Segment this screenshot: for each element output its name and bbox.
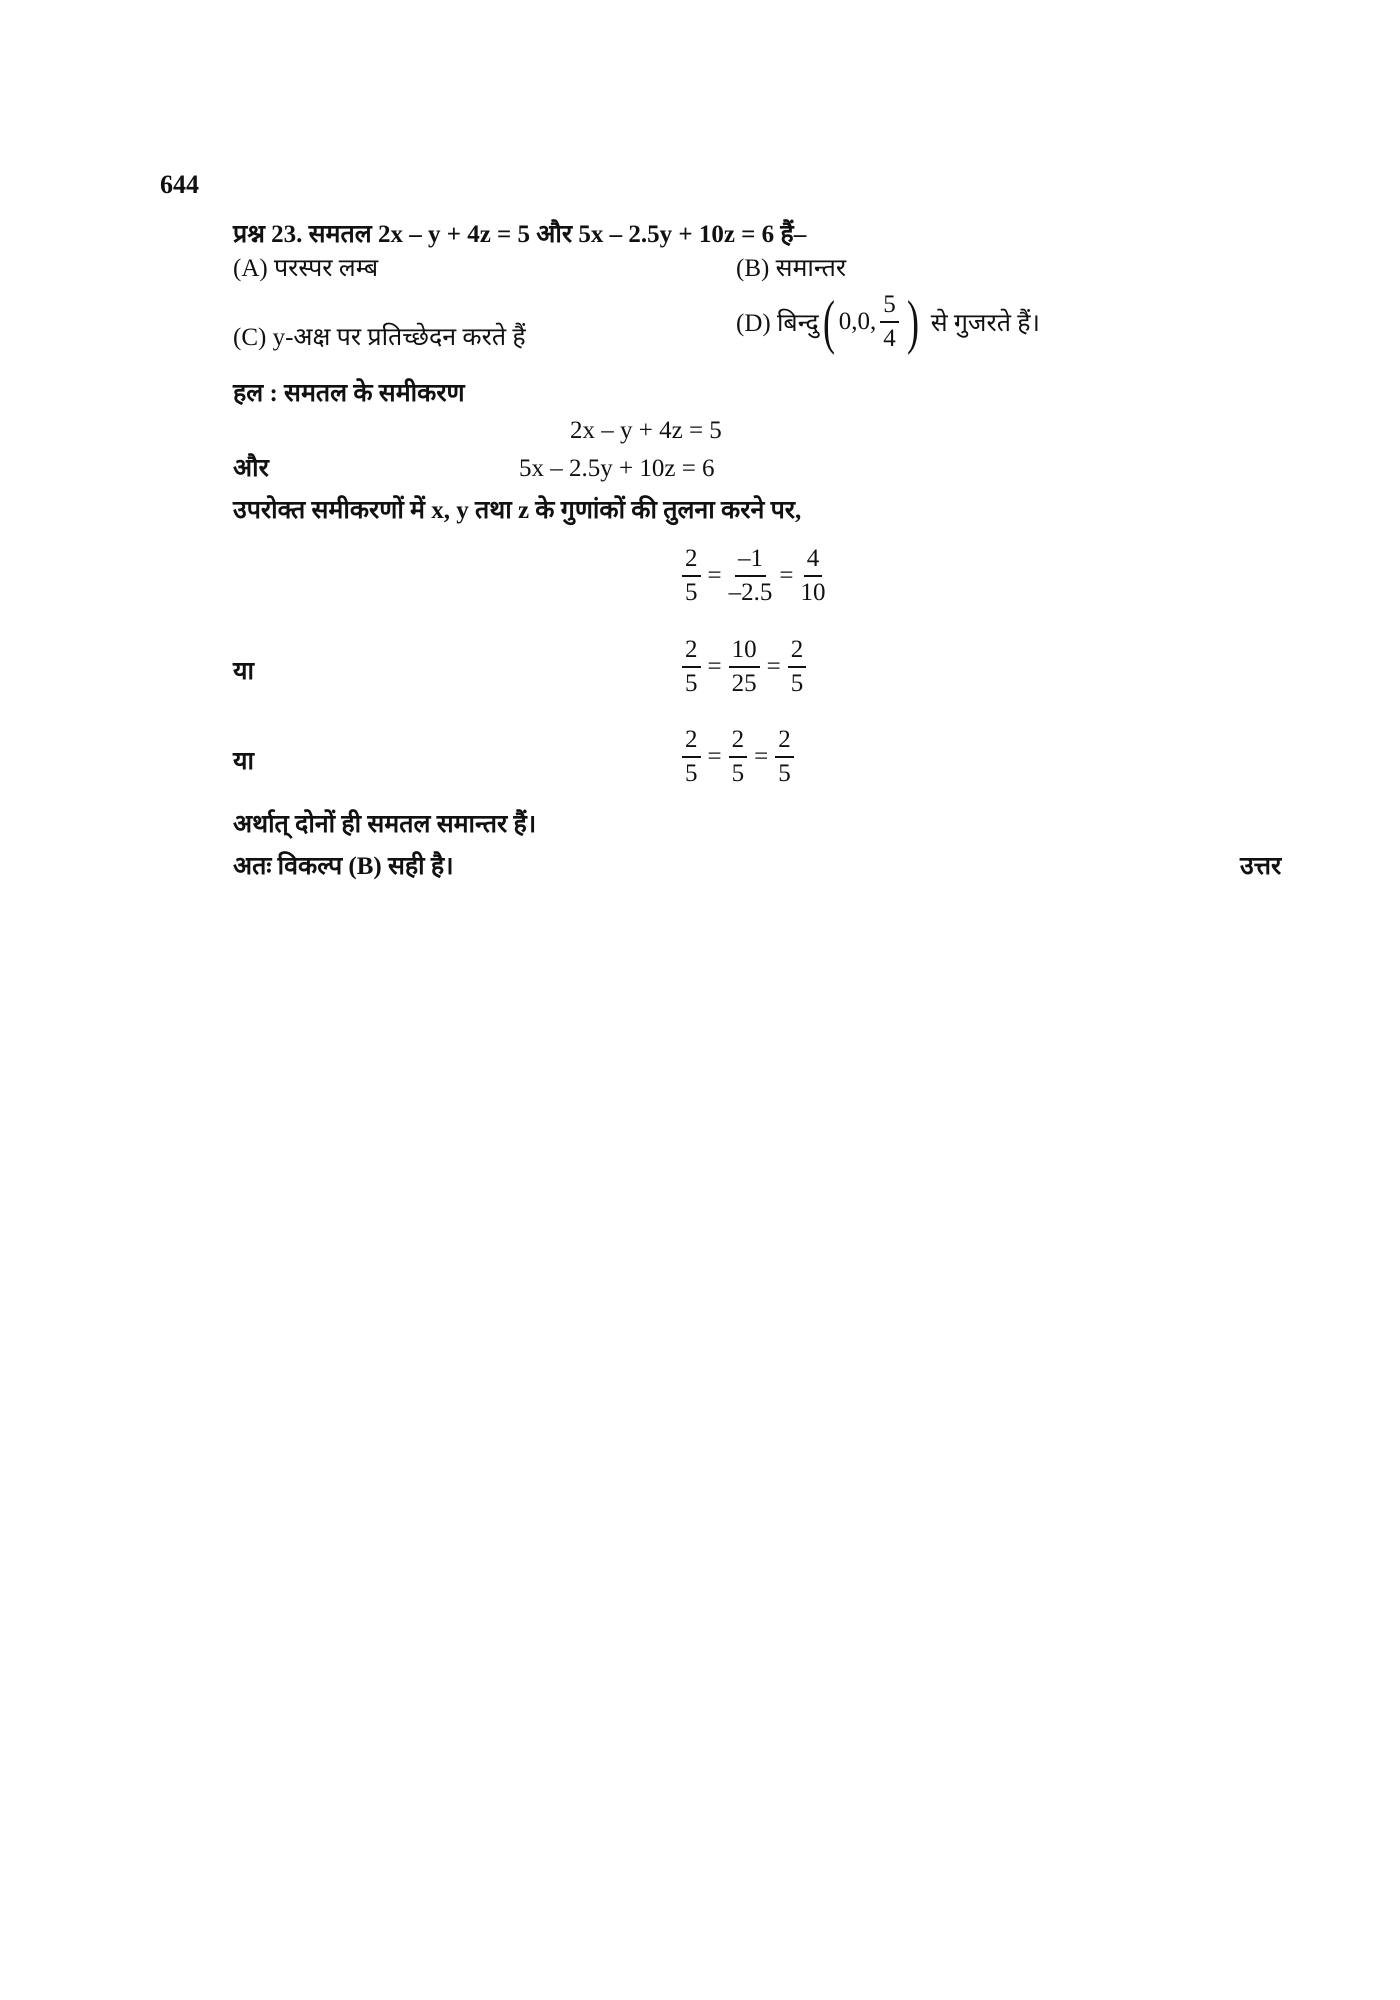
denominator: 5 [685, 579, 698, 607]
conclusion-line-1: अर्थात् दोनों ही समतल समान्तर हैं। [233, 811, 537, 838]
solution-heading: हल : समतल के समीकरण [233, 380, 465, 407]
option-a: (A) परस्पर लम्ब [233, 255, 379, 282]
denominator: 5 [685, 760, 698, 788]
denominator: 4 [883, 325, 896, 353]
numerator: 10 [729, 637, 760, 668]
denominator: 5 [778, 760, 791, 788]
numerator: 2 [775, 727, 794, 758]
denominator: 25 [731, 670, 757, 698]
equals: = [707, 743, 722, 771]
numerator: 2 [682, 546, 701, 577]
or-label: या [233, 658, 254, 685]
equals: = [707, 562, 722, 590]
option-d-point: 0,0, [838, 308, 877, 336]
numerator: 2 [729, 727, 748, 758]
equals: = [766, 653, 781, 681]
equals: = [754, 743, 769, 771]
equals: = [707, 653, 722, 681]
ratio-row [678, 727, 798, 788]
fraction [880, 292, 899, 353]
option-d-suffix: से गुजरते हैं। [930, 310, 1040, 338]
answer-label: उत्तर [1240, 853, 1282, 880]
denominator: 5 [731, 760, 745, 788]
option-c: (C) y-अक्ष पर प्रतिच्छेदन करते हैं [233, 324, 526, 351]
denominator: 5 [790, 670, 804, 698]
question-label: प्रश्न 23. [233, 221, 303, 248]
or-label: या [233, 748, 254, 775]
numerator: 2 [788, 637, 807, 668]
ratio-row [678, 546, 829, 607]
numerator: 2 [682, 727, 701, 758]
left-paren: ( [822, 289, 835, 356]
right-paren: ) [906, 289, 919, 356]
question-line [233, 222, 806, 247]
option-d [736, 289, 1040, 356]
ratio-row [678, 637, 810, 698]
numerator: 5 [880, 292, 899, 323]
numerator: 2 [682, 637, 701, 668]
question-text: समतल 2x – y + 4z = 5 और 5x – 2.5y + 10z = 6 हैं– [308, 221, 807, 248]
equation-2: 5x – 2.5y + 10z = 6 [519, 455, 715, 482]
equals: = [779, 562, 794, 590]
and-label: और [233, 455, 269, 482]
denominator: 10 [800, 579, 826, 607]
numerator: –1 [735, 546, 766, 577]
page-number: 644 [160, 170, 199, 199]
equation-1: 2x – y + 4z = 5 [570, 417, 722, 444]
denominator: 5 [685, 670, 698, 698]
denominator: –2.5 [728, 579, 773, 607]
option-b: (B) समान्तर [736, 255, 847, 282]
compare-text: उपरोक्त समीकरणों में x, y तथा z के गुणांकों की तुलना करने पर, [233, 497, 802, 524]
option-d-prefix: (D) बिन्दु [736, 310, 819, 338]
numerator: 4 [804, 546, 823, 577]
conclusion-line-2: अतः विकल्प (B) सही है। [233, 853, 454, 880]
